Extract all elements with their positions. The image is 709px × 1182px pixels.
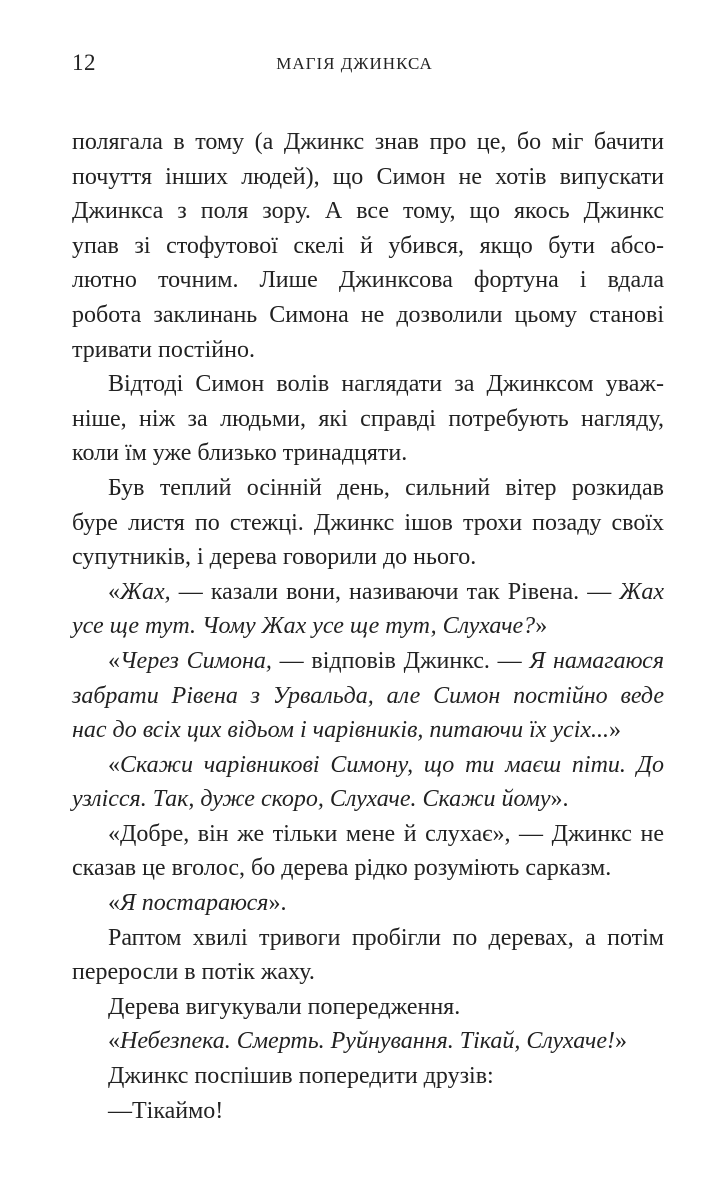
text-segment: — казали вони, називаючи так Рівена. — — [170, 578, 620, 605]
text-segment: коли їм уже близько тринадцяти. — [72, 440, 408, 467]
italic-text-segment: Жах — [619, 578, 664, 605]
italic-text-segment: Я намагаюся — [529, 647, 664, 674]
italic-text-segment: Через Симона, — [120, 647, 272, 674]
text-segment: Відтоді Симон волів наглядати за Джинксом уваж- — [108, 371, 664, 398]
text-line — [72, 506, 664, 541]
text-line — [72, 748, 664, 783]
text-segment: « — [108, 647, 120, 674]
text-line — [72, 540, 664, 575]
text-line — [72, 782, 664, 817]
text-line — [72, 990, 664, 1025]
text-segment: полягала в тому (а Джинкс знав про це, бо міг бачити — [72, 129, 664, 155]
italic-text-segment: нас до всіх цих відьом і чарівників, питаючи їх усіх... — [72, 717, 610, 744]
text-segment: почуття інших людей), що Симон не хотів випускати — [72, 163, 664, 190]
italic-text-segment: Небезпека. Смерть. Руйнування. Тікай, Слухаче! — [120, 1028, 615, 1055]
text-line — [72, 125, 664, 160]
text-line — [72, 402, 664, 437]
text-line — [72, 1024, 664, 1059]
text-line — [72, 160, 664, 195]
text-line — [72, 367, 664, 402]
text-segment: «Добре, він же тільки мене й слухає», — Джинкс не — [108, 820, 664, 847]
text-segment: « — [108, 751, 120, 778]
text-segment: ». — [550, 786, 569, 813]
italic-text-segment: забрати Рівена з Урвальда, але Симон постійно веде — [72, 682, 664, 709]
italic-text-segment: усе ще тут. Чому Жах усе ще тут, Слухаче? — [72, 613, 536, 640]
running-title: МАГІЯ ДЖИНКСА — [276, 54, 433, 73]
italic-text-segment: Жах, — [120, 578, 171, 605]
text-line — [72, 436, 664, 471]
text-segment: упав зі стофутової скелі й убився, якщо бути абсо- — [72, 232, 664, 259]
text-line — [72, 609, 664, 644]
text-segment: Джинкс поспішив попередити друзів: — [108, 1063, 494, 1090]
text-segment: » — [614, 1028, 627, 1055]
text-line — [72, 471, 664, 506]
text-line — [72, 575, 664, 610]
text-line — [72, 713, 664, 748]
page-number: 12 — [72, 50, 96, 75]
text-line — [72, 817, 664, 852]
page-header — [72, 44, 637, 84]
text-segment: — відповів Джинкс. — — [271, 647, 530, 674]
text-segment: « — [108, 890, 120, 917]
text-line — [72, 1059, 664, 1094]
text-line — [72, 955, 664, 990]
text-segment: Дерева вигукували попередження. — [108, 993, 461, 1020]
body-text — [72, 125, 664, 1128]
italic-text-segment: Скажи чарівникові Симону, що ти маєш піти. До — [120, 751, 664, 778]
text-segment: ніше, ніж за людьми, які справді потребують нагляду, — [72, 405, 664, 432]
text-segment: робота заклинань Симона не дозволили цьому станові — [72, 301, 664, 328]
text-segment: « — [108, 1028, 120, 1055]
italic-text-segment: Я постараюся — [120, 890, 269, 917]
text-line — [72, 1094, 664, 1129]
text-segment: супутників, і дерева говорили до нього. — [72, 544, 477, 571]
text-line — [72, 263, 664, 298]
text-segment: » — [609, 717, 622, 744]
text-segment: « — [108, 578, 120, 605]
text-segment: Джинкса з поля зору. А все тому, що якось Джинкс — [72, 198, 664, 225]
text-segment: ». — [268, 890, 287, 917]
text-line — [72, 886, 664, 921]
text-line — [72, 194, 664, 229]
text-segment: Був теплий осінній день, сильний вітер розкидав — [108, 474, 664, 501]
text-line — [72, 333, 664, 368]
text-line — [72, 921, 664, 956]
text-segment: лютно точним. Лише Джинксова фортуна і вдала — [72, 267, 664, 294]
text-segment: —Тікаймо! — [108, 1097, 224, 1124]
text-segment: тривати постійно. — [72, 336, 255, 363]
italic-text-segment: узлісся. Так, дуже скоро, Слухаче. Скажи йому — [72, 786, 551, 813]
text-line — [72, 644, 664, 679]
text-segment: Раптом хвилі тривоги пробігли по деревах, а потім — [108, 924, 664, 951]
text-segment: буре листя по стежці. Джинкс ішов трохи позаду своїх — [72, 509, 664, 536]
text-segment: сказав це вголос, бо дерева рідко розуміють сарказм. — [72, 855, 612, 882]
text-line — [72, 229, 664, 264]
text-line — [72, 298, 664, 333]
text-line — [72, 851, 664, 886]
text-segment: » — [535, 613, 548, 640]
text-segment: переросли в потік жаху. — [72, 959, 315, 986]
text-line — [72, 679, 664, 714]
